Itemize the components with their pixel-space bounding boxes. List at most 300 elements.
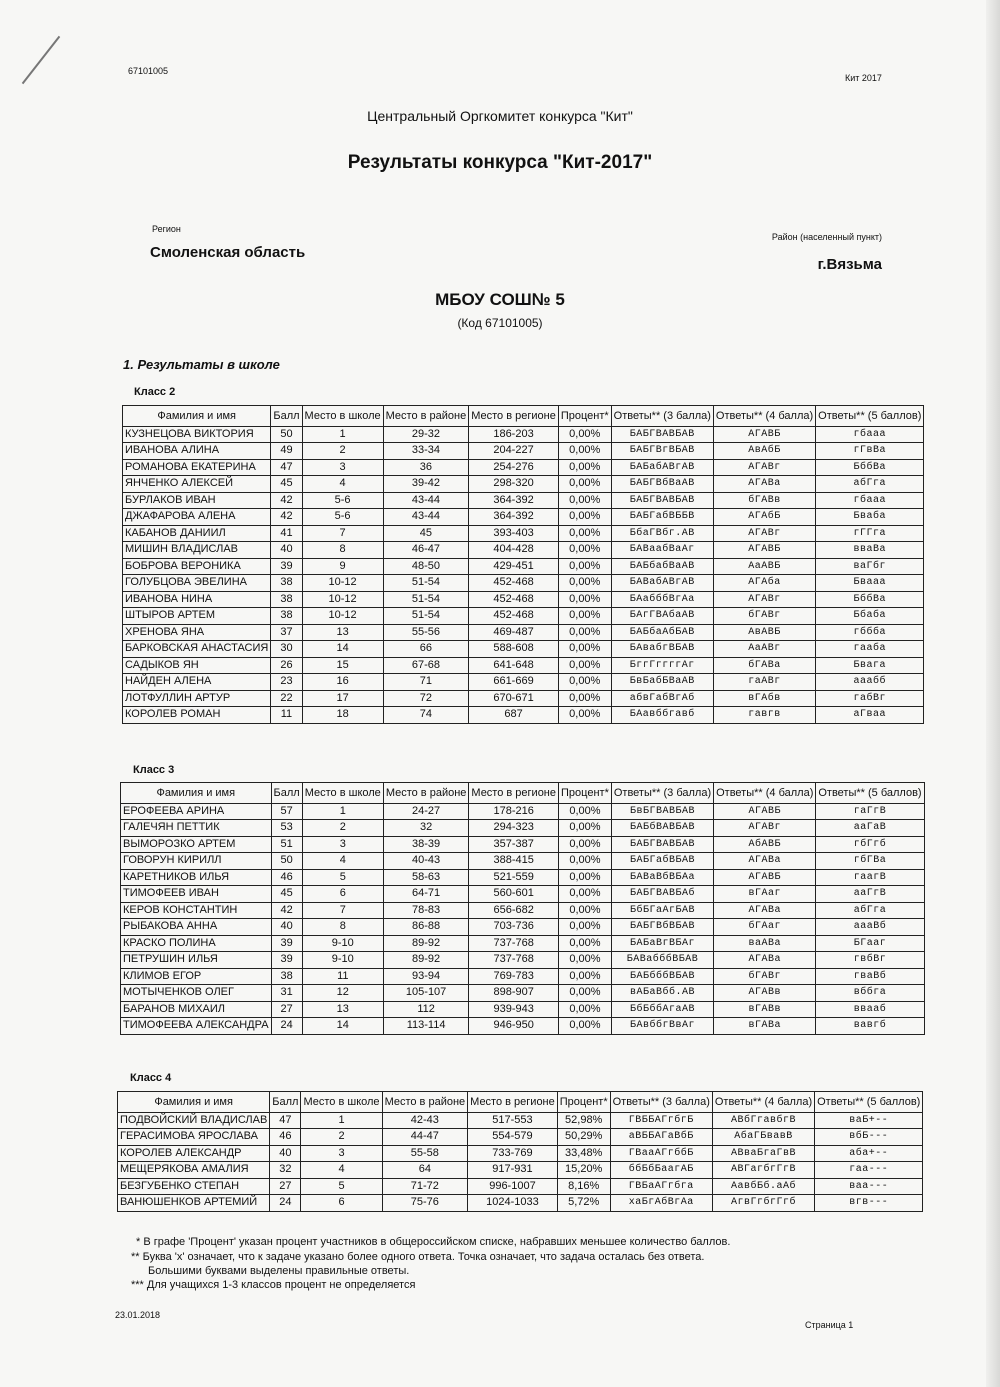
table-row [123,707,924,724]
answers5-cell: габВг [816,690,924,707]
answers4-cell: вГАВа [714,1018,816,1035]
table-header-row [118,1092,923,1113]
score-cell: 38 [271,968,302,985]
place-region-cell: 661-669 [469,674,559,691]
name-cell: НАЙДЕН АЛЕНА [123,674,271,691]
percent-cell: 50,29% [557,1129,610,1146]
column-header-place-district: Место в районе [383,406,469,427]
place-school-cell: 1 [302,803,383,820]
name-cell: ЯНЧЕНКО АЛЕКСЕЙ [123,476,271,493]
answers5-cell: гаГгВ [816,803,924,820]
answers4-cell: АГАВа [714,952,816,969]
percent-cell: 0,00% [558,525,611,542]
table-row [121,803,925,820]
place-region-cell: 452-468 [469,575,559,592]
percent-cell: 0,00% [559,1018,612,1035]
column-header-percent: Процент* [557,1092,610,1113]
place-region-cell: 1024-1033 [468,1195,558,1212]
answers3-cell: БАВабАВгАВ [611,575,713,592]
place-district-cell: 112 [383,1001,469,1018]
name-cell: ЕРОФЕЕВА АРИНА [121,803,272,820]
table-row [123,443,924,460]
name-cell: КЕРОВ КОНСТАНТИН [121,902,272,919]
table-row [123,542,924,559]
scan-edge [986,0,1000,1387]
place-school-cell: 10-12 [302,591,383,608]
answers3-cell: БАабббВгАа [611,591,713,608]
percent-cell: 0,00% [558,641,611,658]
answers5-cell: вгв--- [815,1195,923,1212]
answers3-cell: БАБбаАбБАВ [611,624,713,641]
answers3-cell: БАБабАВгАВ [611,459,713,476]
table-row [123,591,924,608]
place-school-cell: 13 [302,1001,383,1018]
percent-cell: 0,00% [558,591,611,608]
place-district-cell: 74 [383,707,469,724]
answers5-cell: БббВа [816,459,924,476]
region-label: Регион [152,224,181,234]
answers3-cell: БАВаабВаАг [611,542,713,559]
answers5-cell: аaaбб [816,674,924,691]
place-region-cell: 554-579 [468,1129,558,1146]
column-header-place-school: Место в школе [301,1092,382,1113]
name-cell: МОТЫЧЕНКОВ ОЛЕГ [121,985,272,1002]
percent-cell: 0,00% [558,657,611,674]
answers3-cell: БАБГВбВаАВ [611,476,713,493]
score-cell: 47 [271,459,302,476]
place-district-cell: 67-68 [383,657,469,674]
name-cell: КЛИМОВ ЕГОР [121,968,272,985]
column-header-ans5: Ответы** (5 баллов) [816,783,924,804]
table-row [123,509,924,526]
answers5-cell: вбБ--- [815,1129,923,1146]
answers4-cell: АбАВБ [714,836,816,853]
footnote: Большими буквами выделены правильные ответы. [148,1265,410,1277]
score-cell: 46 [271,869,302,886]
answers3-cell: БАБГабВБАВ [611,853,713,870]
answers3-cell: БАБГВгВБАВ [611,443,713,460]
name-cell: ЛОТФУЛЛИН АРТУР [123,690,271,707]
answers3-cell: ГВааАГгббБ [610,1145,712,1162]
answers5-cell: гбааа [816,426,924,443]
table-row [123,641,924,658]
percent-cell: 52,98% [557,1112,610,1129]
percent-cell: 0,00% [558,558,611,575]
table-row [123,690,924,707]
answers4-cell: АГАВг [713,591,815,608]
score-cell: 42 [271,492,302,509]
percent-cell: 8,16% [557,1178,610,1195]
place-region-cell: 469-487 [469,624,559,641]
table-row [123,492,924,509]
place-district-cell: 93-94 [383,968,469,985]
class-label: Класс 2 [134,386,176,398]
percent-cell: 0,00% [559,820,612,837]
place-school-cell: 8 [302,919,383,936]
column-header-ans3: Ответы** (3 балла) [611,406,713,427]
place-school-cell: 5 [301,1178,382,1195]
class-label: Класс 4 [130,1072,172,1084]
score-cell: 45 [271,886,302,903]
table-row [121,1001,925,1018]
place-region-cell: 294-323 [469,820,559,837]
place-region-cell: 733-769 [468,1145,558,1162]
place-district-cell: 43-44 [383,492,469,509]
score-cell: 42 [271,902,302,919]
percent-cell: 0,00% [559,803,612,820]
place-school-cell: 8 [302,542,383,559]
place-school-cell: 12 [302,985,383,1002]
name-cell: ВЫМОРОЗКО АРТЕМ [121,836,272,853]
answers3-cell: ббБбБаагАБ [610,1162,712,1179]
place-region-cell: 769-783 [469,968,559,985]
score-cell: 40 [270,1145,301,1162]
place-school-cell: 10-12 [302,575,383,592]
answers5-cell: гаа--- [815,1162,923,1179]
column-header-place-district: Место в районе [382,1092,468,1113]
answers5-cell: БГааг [816,935,924,952]
place-region-cell: 996-1007 [468,1178,558,1195]
table-row [123,624,924,641]
answers4-cell: АвАВБ [713,624,815,641]
table-row [121,919,925,936]
place-district-cell: 29-32 [383,426,469,443]
name-cell: КРАСКО ПОЛИНА [121,935,272,952]
answers4-cell: гаАВг [713,674,815,691]
percent-cell: 5,72% [557,1195,610,1212]
column-header-ans3: Ответы** (3 балла) [610,1092,712,1113]
place-district-cell: 72 [383,690,469,707]
column-header-place-school: Место в школе [302,783,383,804]
answers3-cell: БАБаВгВБАг [611,935,713,952]
place-region-cell: 186-203 [469,426,559,443]
answers3-cell: хаБгАбВгАа [610,1195,712,1212]
place-region-cell: 357-387 [469,836,559,853]
answers4-cell: вГАаг [714,886,816,903]
score-cell: 23 [271,674,302,691]
score-cell: 32 [270,1162,301,1179]
name-cell: БУРЛАКОВ ИВАН [123,492,271,509]
score-cell: 37 [271,624,302,641]
answers5-cell: гГГга [816,525,924,542]
table-row [121,902,925,919]
name-cell: КАРЕТНИКОВ ИЛЬЯ [121,869,272,886]
answers4-cell: АГАбБ [713,509,815,526]
answers4-cell: АавбБб.аАб [712,1178,814,1195]
place-region-cell: 204-227 [469,443,559,460]
percent-cell: 0,00% [559,952,612,969]
answers5-cell: гаагВ [816,869,924,886]
place-district-cell: 75-76 [382,1195,468,1212]
place-school-cell: 7 [302,902,383,919]
org-title: Центральный Оргкомитет конкурса "Кит" [367,108,633,124]
place-district-cell: 36 [383,459,469,476]
place-school-cell: 9 [302,558,383,575]
name-cell: ИВАНОВА НИНА [123,591,271,608]
percent-cell: 0,00% [558,542,611,559]
footer-date: 23.01.2018 [115,1310,161,1320]
place-school-cell: 5 [302,869,383,886]
name-cell: МИШИН ВЛАДИСЛАВ [123,542,271,559]
percent-cell: 0,00% [559,886,612,903]
place-region-cell: 737-768 [469,935,559,952]
answers3-cell: БвБабБВаАВ [611,674,713,691]
percent-cell: 0,00% [558,443,611,460]
answers3-cell: БбаГВбг.АВ [611,525,713,542]
percent-cell: 0,00% [558,608,611,625]
column-header-ans5: Ответы** (5 баллов) [816,406,924,427]
place-school-cell: 10-12 [302,608,383,625]
answers5-cell: вавгб [816,1018,924,1035]
place-region-cell: 670-671 [469,690,559,707]
answers5-cell: абГга [816,902,924,919]
place-district-cell: 51-54 [383,608,469,625]
answers4-cell: АГАба [713,575,815,592]
place-region-cell: 939-943 [469,1001,559,1018]
answers4-cell: гавгв [713,707,815,724]
score-cell: 26 [271,657,302,674]
percent-cell: 0,00% [558,509,611,526]
answers3-cell: БАавббгавб [611,707,713,724]
answers4-cell: АвАбБ [713,443,815,460]
place-district-cell: 71 [383,674,469,691]
place-district-cell: 66 [383,641,469,658]
school-code: (Код 67101005) [457,316,543,330]
answers4-cell: бГАаг [714,919,816,936]
table-row [121,869,925,886]
place-district-cell: 51-54 [383,591,469,608]
place-school-cell: 6 [302,886,383,903]
table-row [123,608,924,625]
column-header-name: Фамилия и имя [123,406,271,427]
answers5-cell: гбааа [816,492,924,509]
place-district-cell: 32 [383,820,469,837]
column-header-name: Фамилия и имя [118,1092,270,1113]
answers5-cell: аба+-- [815,1145,923,1162]
section-title: 1. Результаты в школе [123,357,280,372]
results-table [122,405,924,724]
table-row [123,657,924,674]
place-school-cell: 4 [302,476,383,493]
answers3-cell: БАБГВАВБАВ [611,492,713,509]
name-cell: ГОЛУБЦОВА ЭВЕЛИНА [123,575,271,592]
answers5-cell: Бваба [816,509,924,526]
place-district-cell: 38-39 [383,836,469,853]
percent-cell: 0,00% [559,968,612,985]
percent-cell: 0,00% [558,575,611,592]
answers3-cell: БАБГВАВБАб [611,886,713,903]
place-region-cell: 687 [469,707,559,724]
code-top: 67101005 [128,66,169,76]
percent-cell: 0,00% [558,476,611,493]
name-cell: ГАЛЕЧЯН ПЕТТИК [121,820,272,837]
name-cell: БЕЗГУБЕНКО СТЕПАН [118,1178,270,1195]
score-cell: 50 [271,853,302,870]
table-row [118,1145,923,1162]
column-header-score: Балл [271,406,302,427]
place-school-cell: 3 [301,1145,382,1162]
name-cell: ДЖАФАРОВА АЛЕНА [123,509,271,526]
answers3-cell: вАБаВбб.АВ [611,985,713,1002]
table-row [118,1112,923,1129]
answers4-cell: АВваБгаГвВ [712,1145,814,1162]
place-district-cell: 64-71 [383,886,469,903]
answers3-cell: БАБГабВББВ [611,509,713,526]
score-cell: 38 [271,608,302,625]
column-header-ans3: Ответы** (3 балла) [611,783,713,804]
percent-cell: 0,00% [559,935,612,952]
place-district-cell: 64 [382,1162,468,1179]
score-cell: 38 [271,591,302,608]
score-cell: 22 [271,690,302,707]
score-cell: 51 [271,836,302,853]
answers3-cell: БАВабббВБАВ [611,952,713,969]
name-cell: КОРОЛЕВ АЛЕКСАНДР [118,1145,270,1162]
district-value: г.Вязьма [817,256,882,273]
column-header-name: Фамилия и имя [121,783,272,804]
answers5-cell: ваБ+-- [815,1112,923,1129]
place-region-cell: 560-601 [469,886,559,903]
percent-cell: 15,20% [557,1162,610,1179]
place-school-cell: 6 [301,1195,382,1212]
score-cell: 24 [271,1018,302,1035]
answers5-cell: гааба [816,641,924,658]
place-district-cell: 45 [383,525,469,542]
answers4-cell: АГАВг [713,459,815,476]
score-cell: 39 [271,952,302,969]
name-cell: БОБРОВА ВЕРОНИКА [123,558,271,575]
place-school-cell: 14 [302,641,383,658]
answers5-cell: гваВб [816,968,924,985]
name-cell: РЫБАКОВА АННА [121,919,272,936]
footnote: *** Для учащихся 1-3 классов процент не определяется [131,1279,416,1291]
column-header-percent: Процент* [559,783,612,804]
place-region-cell: 178-216 [469,803,559,820]
score-cell: 11 [271,707,302,724]
place-region-cell: 429-451 [469,558,559,575]
place-region-cell: 393-403 [469,525,559,542]
table-row [121,820,925,837]
table-row [118,1178,923,1195]
answers5-cell: гббба [816,624,924,641]
column-header-score: Балл [270,1092,301,1113]
place-school-cell: 4 [301,1162,382,1179]
answers3-cell: абвГабВгАб [611,690,713,707]
score-cell: 46 [270,1129,301,1146]
place-district-cell: 89-92 [383,952,469,969]
place-district-cell: 40-43 [383,853,469,870]
place-region-cell: 452-468 [469,591,559,608]
percent-cell: 0,00% [559,919,612,936]
place-school-cell: 5-6 [302,509,383,526]
place-district-cell: 43-44 [383,509,469,526]
answers3-cell: БАБГВАВБАВ [611,426,713,443]
name-cell: ШТЫРОВ АРТЕМ [123,608,271,625]
name-cell: КАБАНОВ ДАНИИЛ [123,525,271,542]
name-cell: ПЕТРУШИН ИЛЬЯ [121,952,272,969]
score-cell: 45 [271,476,302,493]
answers3-cell: БАБГВАВБАВ [611,836,713,853]
region-value: Смоленская область [150,244,306,261]
answers5-cell: гГвВа [816,443,924,460]
place-school-cell: 14 [302,1018,383,1035]
place-school-cell: 15 [302,657,383,674]
answers5-cell: БббВа [816,591,924,608]
answers5-cell: гбГВа [816,853,924,870]
district-label: Район (населенный пункт) [771,232,882,242]
percent-cell: 0,00% [558,426,611,443]
answers4-cell: АГАВа [713,476,815,493]
place-district-cell: 24-27 [383,803,469,820]
answers4-cell: АбаГБвавВ [712,1129,814,1146]
answers3-cell: ГВБаАГгбга [610,1178,712,1195]
place-district-cell: 51-54 [383,575,469,592]
results-table [117,1091,923,1212]
score-cell: 38 [271,575,302,592]
place-region-cell: 521-559 [469,869,559,886]
place-school-cell: 2 [301,1129,382,1146]
place-school-cell: 1 [301,1112,382,1129]
answers4-cell: АГАВБ [714,803,816,820]
answers5-cell: ааГаВ [816,820,924,837]
place-school-cell: 5-6 [302,492,383,509]
table-row [123,558,924,575]
answers3-cell: БАБбВАВБАВ [611,820,713,837]
place-school-cell: 18 [302,707,383,724]
place-region-cell: 946-950 [469,1018,559,1035]
school-name: МБОУ СОШ№ 5 [435,290,565,309]
name-cell: ВАНЮШЕНКОВ АРТЕМИЙ [118,1195,270,1212]
place-region-cell: 656-682 [469,902,559,919]
place-region-cell: 254-276 [469,459,559,476]
name-cell: ИВАНОВА АЛИНА [123,443,271,460]
footnote: ** Буква 'х' означает, что к задаче указано более одного ответа. Точка означает, что задача осталась без ответа. [131,1251,705,1263]
table-row [118,1129,923,1146]
answers3-cell: БАБбабВаАВ [611,558,713,575]
answers4-cell: АГАВа [714,902,816,919]
place-region-cell: 404-428 [469,542,559,559]
kit-top: Кит 2017 [845,73,882,83]
score-cell: 50 [271,426,302,443]
answers5-cell: ваГбг [816,558,924,575]
table-row [118,1195,923,1212]
table-row [121,935,925,952]
table-row [123,426,924,443]
table-row [121,836,925,853]
answers3-cell: ГВББАГгбгБ [610,1112,712,1129]
place-region-cell: 703-736 [469,919,559,936]
answers4-cell: вГАбв [713,690,815,707]
place-region-cell: 364-392 [469,509,559,526]
place-district-cell: 55-56 [383,624,469,641]
results-table [120,782,925,1035]
table-row [123,575,924,592]
place-region-cell: 364-392 [469,492,559,509]
place-district-cell: 113-114 [383,1018,469,1035]
column-header-percent: Процент* [558,406,611,427]
column-header-place-region: Место в регионе [469,783,559,804]
place-region-cell: 641-648 [469,657,559,674]
answers5-cell: вваaб [816,1001,924,1018]
place-school-cell: 9-10 [302,935,383,952]
place-school-cell: 13 [302,624,383,641]
percent-cell: 0,00% [558,690,611,707]
answers4-cell: АГАВБ [713,426,815,443]
table-row [121,853,925,870]
name-cell: БАРКОВСКАЯ АНАСТАСИЯ [123,641,271,658]
column-header-score: Балл [271,783,302,804]
scan-mark [22,36,61,85]
